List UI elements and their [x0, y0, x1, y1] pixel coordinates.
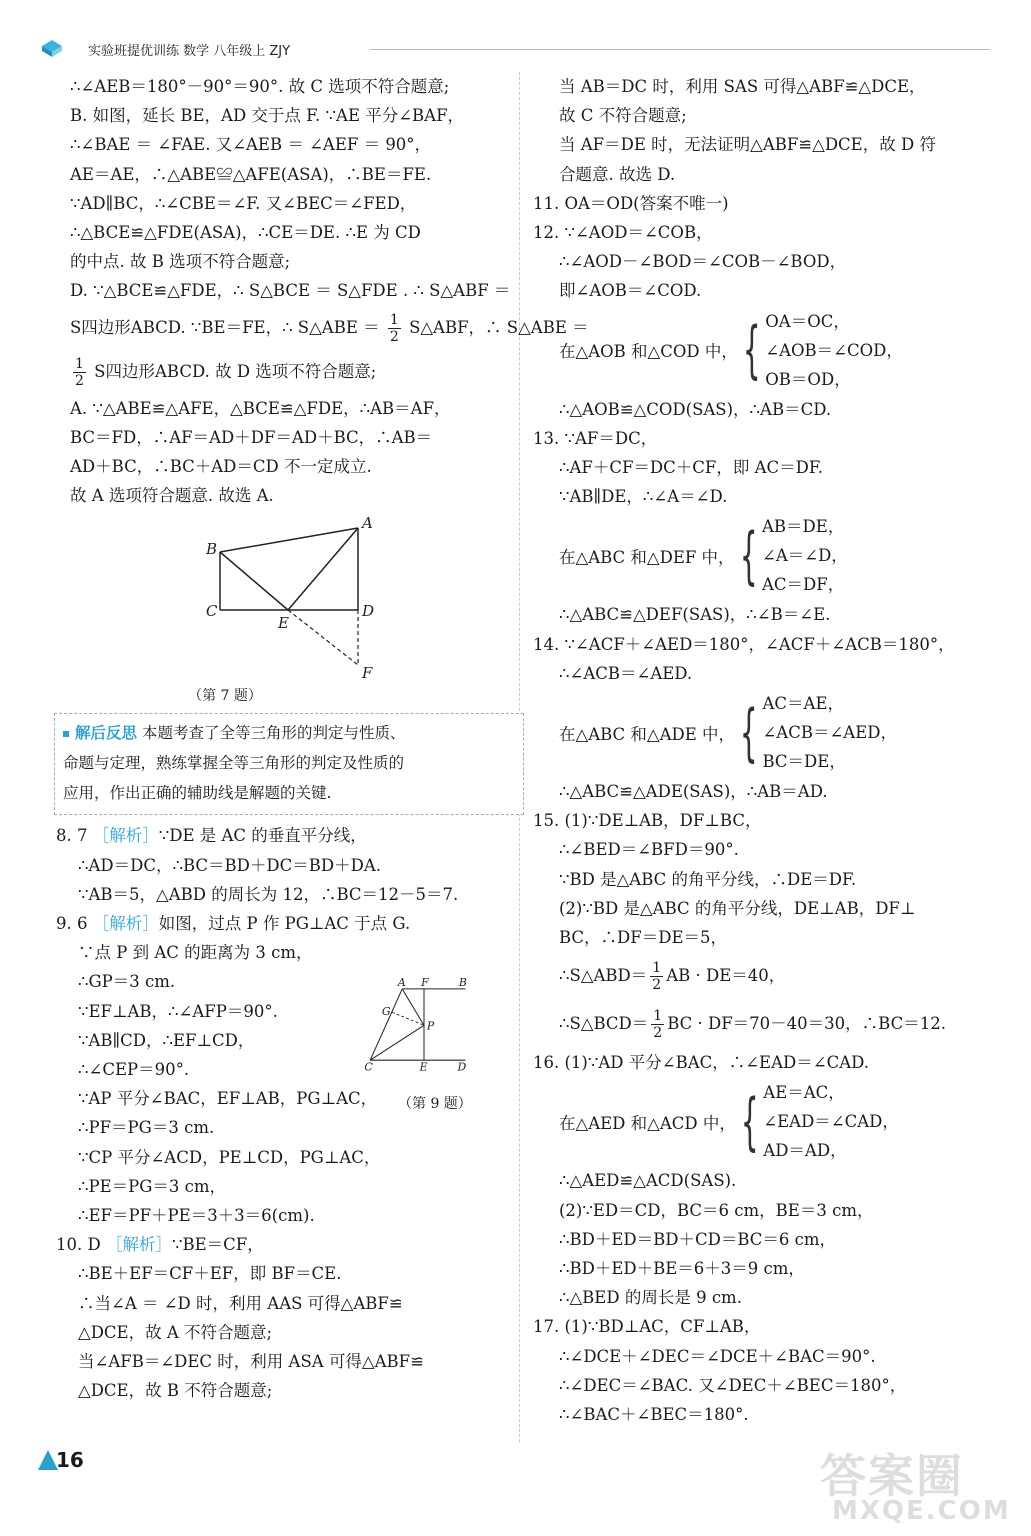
system-intro: 在△AED 和△ACD 中，: [559, 1113, 736, 1133]
answer-17-head: 17. (1)∵BD⊥AC，CF⊥AB，: [533, 1317, 761, 1337]
text-line: 当 AF＝DE 时，无法证明△ABF≌△DCE，故 D 符: [559, 135, 936, 155]
text-line: AD＋BC，∴BC＋AD＝CD 不一定成立.: [70, 457, 372, 477]
text-line: AE＝AE，∴△ABE≌△AFE(ASA)，∴BE＝FE.: [70, 164, 432, 184]
text-line: ∴∠CEP＝90°.: [78, 1060, 190, 1080]
label-C: C: [364, 1060, 373, 1074]
text-line: ∴AF＋CF＝DC＋CF，即 AC＝DF.: [559, 458, 823, 478]
fraction: $\frac{1}{2}$: [653, 1008, 663, 1042]
equation-system: [533, 512, 993, 599]
reflection-box: [54, 713, 524, 815]
fraction: $\frac{1}{2}$: [652, 960, 662, 994]
answer-12-head: 12. ∵∠AOD＝∠COB，: [533, 223, 713, 243]
text-line: ∴PF＝PG＝3 cm.: [78, 1118, 215, 1138]
figure-9-diagram: [360, 966, 520, 1086]
text-line: ∴△BED 的周长是 9 cm.: [559, 1288, 742, 1308]
answer-11: 11. OA＝OD(答案不唯一): [533, 193, 729, 213]
watermark-line-2: MXQE.COM: [832, 1496, 1011, 1526]
figure-7-diagram: [70, 510, 510, 705]
label-D: D: [457, 1060, 467, 1074]
answer-13-head: 13. ∵AF＝DC，: [533, 428, 658, 448]
figure-7-caption: （第 7 题）: [188, 688, 262, 705]
text-line: 故 C 不符合题意;: [559, 106, 687, 126]
fraction: $\frac{1}{2}$: [389, 311, 399, 345]
text-line: 当∠AFB＝∠DEC 时，利用 ASA 可得△ABF≌: [78, 1352, 424, 1372]
text-line: ∴△ABC≌△ADE(SAS)，∴AB＝AD.: [559, 782, 828, 802]
text-line: 故 A 选项符合题意. 故选 A.: [70, 486, 274, 506]
text-line: (2)∵ED＝CD，BC＝6 cm，BE＝3 cm，: [559, 1200, 874, 1220]
text-line: ∴∠AEB＝180°－90°＝90°. 故 C 选项不符合题意;: [70, 77, 450, 96]
system-intro: 在△AOB 和△COD 中，: [559, 342, 738, 362]
text-line: ∵AB＝5，△ABD 的周长为 12，∴BC＝12－5＝7.: [78, 884, 459, 904]
analysis-tag: ［解析］: [105, 1235, 172, 1255]
analysis-tag: ［解析］: [92, 914, 159, 934]
text-line: ∴∠DEC＝∠BAC. 又∠DEC＋∠BEC＝180°，: [559, 1375, 907, 1395]
formula-line: [533, 952, 993, 1000]
text-segment: 本题考查了全等三角形的判定与性质、: [141, 724, 406, 743]
text-line: ∵AB∥CD，∴EF⊥CD，: [78, 1030, 255, 1050]
system-item: OA＝OC，: [765, 311, 850, 331]
text-segment: AB · DE＝40，: [666, 966, 786, 986]
text-line: (2)∵BD 是△ABC 的角平分线，DE⊥AB，DF⊥: [559, 898, 916, 918]
text-segment: S四边形ABCD. 故 D 选项不符合题意;: [94, 361, 377, 381]
text-line: ∴EF＝PF＋PE＝3＋3＝6(cm).: [78, 1206, 315, 1226]
watermark-line-1: 答案圈: [820, 1449, 964, 1503]
label-P: P: [426, 1019, 435, 1033]
text-line: ∴△AOB≌△COD(SAS)，∴AB＝CD.: [559, 399, 832, 419]
text-segment: ∵DE 是 AC 的垂直平分线，: [158, 826, 367, 846]
answer-8-head: [56, 821, 510, 850]
brace-icon: {: [739, 518, 758, 592]
text-line: 即∠AOB＝∠COD.: [559, 281, 702, 301]
text-line: ∴∠ACB＝∠AED.: [559, 663, 693, 683]
text-line: △DCE，故 B 不符合题意;: [78, 1381, 273, 1401]
label-D: D: [362, 602, 375, 621]
answer-number: 10. D: [56, 1235, 101, 1255]
equation-system: [533, 1078, 993, 1165]
text-line: ∴△AED≌△ACD(SAS).: [559, 1171, 737, 1191]
brace-icon: {: [740, 1084, 759, 1158]
label-E: E: [419, 1060, 428, 1074]
equation-system: [533, 307, 993, 394]
header-title: 实验班提优训练 数学 八年级上 ZJY: [88, 44, 291, 59]
system-intro: 在△ABC 和△ADE 中，: [559, 724, 736, 744]
text-line: [70, 306, 589, 350]
text-line: BC＝FD，∴AF＝AD＋DF＝AD＋BC，∴AB＝: [70, 427, 433, 447]
page-arrow-icon: [38, 1450, 58, 1470]
system-item: ∠EAD＝∠CAD，: [763, 1112, 899, 1132]
label-E: E: [278, 614, 289, 633]
text-segment: S△ABF，∴ S△ABE ＝: [409, 317, 589, 337]
label-F: F: [362, 664, 373, 683]
fraction: $\frac{1}{2}$: [75, 355, 84, 389]
page-number: [38, 1446, 90, 1476]
text-line: 的中点. 故 B 选项不符合题意;: [70, 252, 291, 272]
text-line: A. ∵△ABE≌△AFE，△BCE≌△FDE，∴AB＝AF，: [70, 398, 451, 418]
reflection-tag: 解后反思: [75, 724, 138, 743]
system-item: OB＝OD，: [765, 369, 851, 389]
label-A: A: [362, 514, 373, 533]
label-G: G: [381, 1005, 391, 1019]
text-line: D. ∵△BCE≌△FDE，∴ S△BCE ＝ S△FDE . ∴ S△ABF ＝: [70, 281, 511, 301]
figure-9-caption: （第 9 题）: [398, 1096, 472, 1112]
book-logo-icon: [40, 38, 64, 58]
text-line: ∵AB∥DE，∴∠A＝∠D.: [559, 487, 728, 507]
text-line: ∴∠DCE＋∠DEC＝∠DCE＋∠BAC＝90°.: [559, 1346, 876, 1366]
text-line: ∴BD＋ED＋BE＝6＋3＝9 cm，: [559, 1259, 805, 1279]
text-line: ∴PE＝PG＝3 cm，: [78, 1176, 227, 1196]
answer-number: 9. 6: [56, 914, 88, 934]
text-line: ∵点 P 到 AC 的距离为 3 cm，: [78, 943, 313, 963]
text-segment: ∴S△ABD＝: [559, 966, 648, 986]
watermark: [820, 1440, 1025, 1530]
text-line: ∴BD＋ED＝BD＋CD＝BC＝6 cm，: [559, 1229, 837, 1249]
text-line: ∴GP＝3 cm.: [78, 972, 176, 992]
answer-9-head: [56, 909, 510, 938]
text-line: ∴△ABC≌△DEF(SAS)，∴∠B＝∠E.: [559, 605, 831, 625]
system-item: ∠ACB＝∠AED，: [762, 723, 897, 743]
answer-number: 8. 7: [56, 826, 88, 846]
right-column: [533, 72, 993, 1429]
text-line: 合题意. 故选 D.: [559, 164, 676, 184]
system-item: AE＝AC，: [763, 1083, 845, 1103]
header-rule: [370, 49, 990, 50]
text-segment: 如图，过点 P 作 PG⊥AC 于点 G.: [158, 914, 411, 934]
left-column: [56, 72, 589, 1406]
text-line: 当 AB＝DC 时，利用 SAS 可得△ABF≌△DCE，: [559, 77, 926, 96]
text-line: ∵CP 平分∠ACD，PE⊥CD，PG⊥AC，: [78, 1147, 381, 1167]
text-line: ∴AD＝DC，∴BC＝BD＋DC＝BD＋DA.: [78, 855, 382, 875]
formula-line: [533, 1000, 993, 1048]
text-line: B. 如图，延长 BE，AD 交于点 F. ∵AE 平分∠BAF，: [70, 106, 465, 126]
text-line: ∵BD 是△ABC 的角平分线，∴DE＝DF.: [559, 869, 857, 889]
text-line: [70, 350, 510, 394]
text-line: ∵EF⊥AB，∴∠AFP＝90°.: [78, 1001, 278, 1021]
text-line: ∴BE＋EF＝CF＋EF，即 BF＝CE.: [78, 1264, 342, 1284]
bullet-icon: [63, 731, 69, 737]
page-header: [40, 38, 990, 60]
text-segment: ∵BE＝CF，: [171, 1235, 264, 1255]
text-line: ∴∠BAC＋∠BEC＝180°.: [559, 1405, 749, 1425]
text-line: ∵AP 平分∠BAC，EF⊥AB，PG⊥AC，: [78, 1089, 378, 1109]
answer-15-head: 15. (1)∵DE⊥AB，DF⊥BC，: [533, 811, 762, 831]
text-line: △DCE，故 A 不符合题意;: [78, 1322, 273, 1342]
text-segment: S四边形ABCD. ∵BE＝FE，∴ S△ABE ＝: [70, 317, 380, 337]
brace-icon: {: [739, 695, 758, 769]
text-line: ∴∠BAE ＝ ∠FAE. 又∠AEB ＝ ∠AEF ＝ 90°，: [70, 135, 432, 155]
system-item: AC＝DF，: [762, 575, 845, 595]
text-line: ∴△BCE≌△FDE(ASA)，∴CE＝DE. ∴E 为 CD: [70, 223, 421, 243]
figure-7: [70, 510, 510, 705]
system-item: ∠A＝∠D，: [762, 546, 848, 566]
text-line: ∴当∠A ＝ ∠D 时，利用 AAS 可得△ABF≌: [78, 1293, 403, 1313]
system-item: AB＝DE，: [762, 517, 845, 537]
equation-system: [533, 689, 993, 776]
text-segment: ∴S△BCD＝: [559, 1014, 649, 1034]
system-item: BC＝DE，: [762, 752, 846, 772]
text-line: 命题与定理，熟练掌握全等三角形的判定及性质的: [63, 754, 405, 773]
text-line: BC，∴DF＝DE＝5，: [559, 928, 728, 948]
system-item: AD＝AD，: [763, 1141, 847, 1161]
label-C: C: [206, 602, 218, 621]
label-B: B: [206, 540, 218, 559]
text-line: ∵AD∥BC，∴∠CBE＝∠F. 又∠BEC＝∠FED，: [70, 193, 417, 213]
system-item: ∠AOB＝∠COD，: [765, 340, 903, 360]
system-item: AC＝AE，: [762, 694, 844, 714]
analysis-tag: ［解析］: [92, 826, 159, 846]
text-line: ∴∠BED＝∠BFD＝90°.: [559, 840, 739, 860]
system-intro: 在△ABC 和△DEF 中，: [559, 547, 735, 567]
answer-16-head: 16. (1)∵AD 平分∠BAC，∴∠EAD＝∠CAD.: [533, 1053, 870, 1073]
label-F: F: [421, 976, 429, 989]
label-B: B: [458, 976, 467, 989]
brace-icon: {: [742, 313, 761, 387]
text-line: ∴∠AOD－∠BOD＝∠COB－∠BOD，: [559, 252, 847, 272]
text-line: 应用，作出正确的辅助线是解题的关键.: [63, 784, 332, 803]
text-segment: BC · DF＝70－40＝30，∴BC＝12.: [667, 1014, 946, 1034]
text-line: [63, 718, 515, 748]
answer-14-head: 14. ∵∠ACF＋∠AED＝180°，∠ACF＋∠ACB＝180°，: [533, 634, 955, 654]
label-A: A: [397, 976, 406, 989]
page-number-text: 16: [56, 1448, 84, 1472]
answer-10-head: [56, 1230, 510, 1259]
